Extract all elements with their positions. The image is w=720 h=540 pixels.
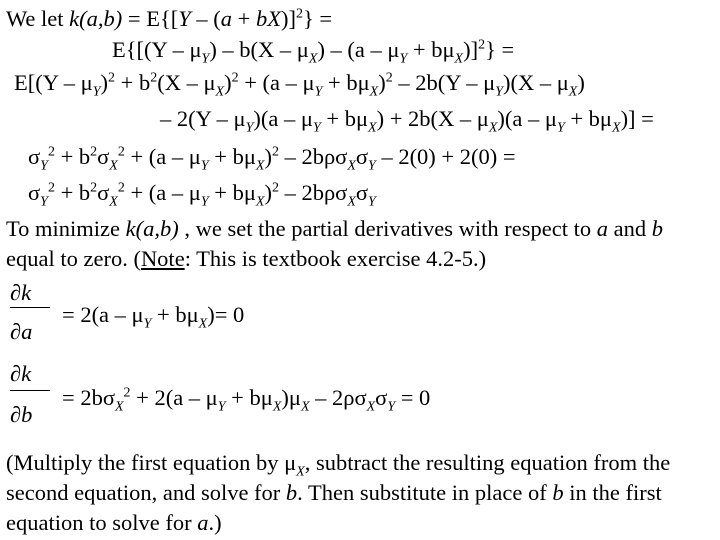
- subscript: X: [612, 120, 621, 136]
- subscript: X: [568, 84, 578, 100]
- text: )]: [463, 37, 479, 62]
- text: + bμ: [151, 302, 199, 327]
- text: = 2(a – μ: [62, 302, 144, 327]
- text: + b: [54, 180, 91, 205]
- text: + bμ: [225, 385, 273, 410]
- text: + bμ: [208, 144, 256, 169]
- exponent: 2: [271, 144, 279, 160]
- exponent: 2: [117, 180, 125, 196]
- text: + bμ: [407, 37, 455, 62]
- text: ): [378, 70, 386, 95]
- subscript: Y: [368, 194, 376, 210]
- text: – 2ρσ: [309, 385, 367, 410]
- partial-a-denominator: ∂a: [10, 319, 33, 344]
- subscript: X: [198, 316, 208, 332]
- subscript: X: [369, 84, 379, 100]
- subscript: Y: [143, 316, 152, 332]
- exponent: 2: [108, 70, 116, 86]
- text: – 2bρσ: [278, 144, 348, 169]
- var-a: a: [220, 6, 233, 31]
- text: σ: [355, 180, 369, 205]
- text: + (a – μ: [124, 144, 201, 169]
- text: (X – μ: [157, 70, 216, 95]
- text: equal to zero. (: [6, 246, 141, 271]
- text: ) – (a – μ: [317, 37, 400, 62]
- subscript: X: [300, 399, 310, 415]
- text: E{[(Y – μ: [112, 37, 202, 62]
- subscript: X: [255, 158, 265, 174]
- var-y: Y: [178, 6, 191, 31]
- text: } =: [485, 37, 515, 62]
- text: )] =: [620, 106, 654, 131]
- subscript: X: [109, 194, 118, 210]
- text: ): [577, 70, 585, 95]
- partial-b-denominator: ∂b: [10, 402, 33, 427]
- var-b: b: [285, 480, 298, 505]
- text: + b: [115, 70, 151, 95]
- text: : This is textbook exercise 4.2-5.): [184, 246, 487, 271]
- exponent: 2: [385, 70, 393, 86]
- exponent: 2: [90, 144, 98, 160]
- text: (Multiply the first equation by μ: [6, 450, 297, 475]
- partial-k-numerator-2: ∂k: [10, 361, 32, 386]
- subscript: X: [255, 194, 265, 210]
- var-k: k: [69, 6, 80, 31]
- exponent: 2: [47, 180, 55, 196]
- subscript: Y: [200, 158, 209, 174]
- subscript: Y: [387, 399, 396, 415]
- text: .): [208, 510, 222, 535]
- var-bx: bX: [256, 6, 281, 31]
- subscript: Y: [200, 194, 209, 210]
- text: ) – b(X – μ: [209, 37, 309, 62]
- note-label: Note: [140, 246, 185, 271]
- text: in the first equation to solve for: [6, 480, 662, 535]
- text: ) + 2b(X – μ: [376, 106, 489, 131]
- subscript: X: [215, 84, 225, 100]
- var-b: b: [552, 480, 564, 505]
- var-b: b: [651, 216, 664, 241]
- text: σ: [375, 385, 388, 410]
- text: E[(Y – μ: [14, 70, 93, 95]
- text: + 2(a – μ: [130, 385, 218, 410]
- text: σ: [28, 144, 41, 169]
- closing-paragraph: [6, 448, 714, 538]
- subscript: Y: [40, 194, 48, 210]
- subscript: X: [366, 399, 376, 415]
- equation-line-6: [28, 180, 376, 210]
- text: } =: [303, 6, 333, 31]
- text: )(X – μ: [502, 70, 569, 95]
- subscript: Y: [312, 120, 321, 136]
- text: To minimize: [6, 216, 126, 241]
- text: – 2bρσ: [278, 180, 348, 205]
- text: – 2b(Y – μ: [392, 70, 496, 95]
- subscript: Y: [40, 158, 48, 174]
- text: . Then substitute in place of: [297, 480, 553, 505]
- text: + (a – μ: [124, 180, 201, 205]
- text: ): [264, 144, 272, 169]
- text: – (: [190, 6, 221, 31]
- subscript: Y: [92, 84, 101, 100]
- subscript: X: [272, 399, 282, 415]
- subscript: X: [296, 464, 305, 480]
- subscript: X: [114, 399, 124, 415]
- text: σ: [28, 180, 41, 205]
- args: (a,b): [135, 216, 179, 241]
- subscript: X: [308, 51, 318, 67]
- text: and: [608, 216, 652, 241]
- subscript: X: [488, 120, 498, 136]
- subscript: Y: [245, 120, 254, 136]
- text: + bμ: [208, 180, 256, 205]
- text: + bμ: [564, 106, 612, 131]
- text: σ: [355, 144, 369, 169]
- subscript: X: [347, 158, 356, 174]
- text: = E{[: [122, 6, 179, 31]
- equation-line-1: [6, 6, 332, 32]
- subscript: X: [368, 120, 377, 136]
- var-a: a: [596, 216, 609, 241]
- subscript: Y: [495, 84, 503, 100]
- text: )(a – μ: [253, 106, 313, 131]
- text: σ: [97, 180, 110, 205]
- text: , we set the partial derivatives with respect to: [178, 216, 597, 241]
- exponent: 2: [117, 144, 125, 160]
- text: ): [224, 70, 232, 95]
- partial-k-numerator-1: ∂k: [10, 280, 32, 305]
- text: ): [264, 180, 272, 205]
- subscript: X: [347, 194, 356, 210]
- text: σ: [97, 144, 110, 169]
- fraction-bar-1: [10, 307, 50, 308]
- text: +: [232, 6, 256, 31]
- text: + bμ: [320, 106, 369, 131]
- subscript: X: [454, 51, 464, 67]
- text: We let: [6, 6, 70, 31]
- text: = 2bσ: [62, 385, 115, 410]
- exponent: 2: [47, 144, 55, 160]
- exponent: 2: [150, 70, 158, 86]
- subscript: Y: [201, 51, 210, 67]
- exponent: 2: [90, 180, 98, 196]
- text: + bμ: [322, 70, 370, 95]
- equation-partial-b: [62, 385, 431, 415]
- exponent: 2: [296, 6, 303, 22]
- equation-line-3: [14, 70, 585, 100]
- text: )(a – μ: [497, 106, 557, 131]
- text: + b: [54, 144, 91, 169]
- equation-line-5: [28, 144, 516, 174]
- subscript: Y: [399, 51, 408, 67]
- var-a: a: [197, 510, 209, 535]
- subscript: Y: [556, 120, 565, 136]
- var-k: k: [125, 216, 136, 241]
- equation-line-2: [112, 37, 515, 67]
- exponent: 2: [271, 180, 279, 196]
- subscript: X: [109, 158, 118, 174]
- text: = 0: [395, 385, 431, 410]
- text: + (a – μ: [238, 70, 315, 95]
- fraction-bar-2: [10, 390, 50, 391]
- text: – 2(Y – μ: [160, 106, 246, 131]
- exponent: 2: [231, 70, 239, 86]
- text: )= 0: [207, 302, 245, 327]
- subscript: Y: [217, 399, 226, 415]
- text: )]: [281, 6, 296, 31]
- text: – 2(0) + 2(0) =: [375, 144, 516, 169]
- exponent: 2: [478, 37, 486, 53]
- equation-line-4: [160, 106, 654, 136]
- exponent: 2: [123, 385, 131, 401]
- minimize-paragraph: [6, 214, 714, 274]
- equation-partial-a: [62, 302, 245, 332]
- text: ): [100, 70, 109, 95]
- subscript: Y: [314, 84, 323, 100]
- subscript: Y: [368, 158, 376, 174]
- text: )μ: [281, 385, 301, 410]
- text: , subtract the resulting equation from the second equation, and solve for: [6, 450, 671, 505]
- args: (a,b): [79, 6, 123, 31]
